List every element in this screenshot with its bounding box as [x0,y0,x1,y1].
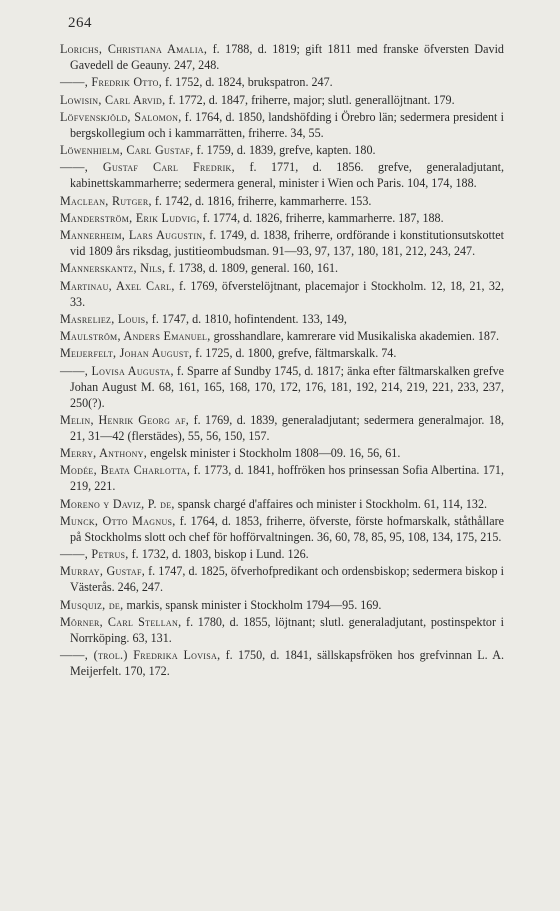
entry-name: Melin, Henrik Georg af, [60,412,190,427]
entry-text: f. 1750, d. 1841, sällskapsfröken hos grefvinnan L. A. Meijerfelt. 170, 172. [70,648,504,678]
index-entry [60,497,504,513]
entry-text: grosshandlare, kamrerare vid Musikaliska akademien. 187. [210,329,500,344]
entry-text: f. 1769, öfverstelöjtnant, placemajor i Stockholm. 12, 18, 21, 32, 33. [70,278,504,309]
index-entry [60,110,504,142]
entry-name: Maulström, Anders Emanuel, [60,329,211,344]
index-entry [60,547,504,563]
entry-text: f. 1738, d. 1809, general. 160, 161. [165,261,339,276]
entry-text: f. Sparre af Sundby 1745, d. 1817; änka efter fältmarskalken grefve Johan August M. 68, 161, 165, 168, 170, 172, 176, 181, 192, 214, 219, 221, 233, 237, 250(?). [70,363,505,410]
entry-name: Merry, Anthony, [60,446,148,460]
entry-text: f. 1759, d. 1839, grefve, kapten. 180. [193,143,376,157]
index-entry [60,463,504,495]
entry-name: Lowisin, Carl Arvid, [60,92,166,107]
entry-name: Martinau, Axel Carl, [60,278,175,293]
index-entry [60,329,504,345]
entry-name: ——, Petrus, [60,547,129,561]
entry-text: markis, spansk minister i Stockholm 1794—95. 169. [123,597,382,612]
entry-text: f. 1774, d. 1826, friherre, kammarherre. 187, 188. [199,210,444,225]
index-entry [60,615,504,647]
index-entry [60,648,504,680]
entry-name: Löwenhielm, Carl Gustaf, [60,143,194,157]
entry-text: f. 1772, d. 1847, friherre, major; slutl. generallöjtnant. 179. [165,92,455,107]
index-entries [60,42,504,681]
index-entry [60,194,504,210]
index-entry [60,279,504,311]
entry-name: Moreno y Daviz, P. de, [60,496,175,511]
index-entry [60,75,504,91]
entry-text: f. 1732, d. 1803, biskop i Lund. 126. [128,547,309,561]
index-entry [60,598,504,614]
entry-text: f. 1742, d. 1816, friherre, kammarherre. 153. [151,193,372,208]
entry-name: ——, (trol.) Fredrika Lovisa, [60,648,221,662]
entry-text: f. 1764, d. 1850, landshöfding i Örebro län; sedermera president i bergskollegium och i kammarrätten, friherre. 34, 55. [70,109,504,140]
entry-text: engelsk minister i Stockholm 1808—09. 16, 56, 61. [147,446,401,460]
entry-name: Mörner, Carl Stellan, [60,614,182,629]
index-entry [60,312,504,328]
entry-text: f. 1749, d. 1838, friherre, ordförande i konstitutionsutskottet vid 1809 års riksdag, justitieombudsman. 91—93, 97, 137, 180, 181, 212, 243, 247. [70,228,504,258]
entry-name: Meijerfelt, Johan August, [60,346,193,361]
index-entry [60,413,504,445]
entry-text: f. 1747, d. 1810, hofintendent. 133, 149, [148,311,347,326]
index-entry [60,514,504,546]
index-entry [60,346,504,362]
entry-name: Lorichs, Christiana Amalia, [60,42,208,56]
entry-name: ——, Fredrik Otto, [60,75,163,90]
index-entry [60,93,504,109]
entry-text: f. 1764, d. 1853, friherre, öfverste, förste hofmarskalk, ståthållare på Stockholms slott och chef för hofförvaltningen. 36, 60, 78, 85, 95, 108, 134, 175, 215. [70,513,504,544]
entry-name: Murray, Gustaf, [60,564,146,579]
page-number: 264 [68,15,92,31]
index-entry [60,564,504,596]
entry-text: f. 1788, d. 1819; gift 1811 med franske öfversten David Gavedell de Geauny. 247, 248. [70,42,504,72]
entry-name: Modée, Beata Charlotta, [60,463,191,478]
entry-name: ——, Gustaf Carl Fredrik, [60,160,235,175]
entry-name: Maclean, Rutger, [60,193,152,208]
entry-name: Mannerskantz, Nils, [60,261,166,276]
index-entry [60,160,504,192]
index-entry [60,143,504,159]
index-entry [60,42,504,74]
entry-text: f. 1773, d. 1841, hoffröken hos prinsessan Sofia Albertina. 171, 219, 221. [70,463,504,494]
entry-text: f. 1747, d. 1825, öfverhofpredikant och ordensbiskop; sedermera biskop i Västerås. 246, 247. [70,564,505,595]
entry-name: Manderström, Erik Ludvig, [60,210,200,225]
index-entry [60,364,504,412]
entry-name: Masreliez, Louis, [60,311,149,326]
entry-text: f. 1769, d. 1839, generaladjutant; sedermera generalmajor. 18, 21, 31—42 (flerstädes), 55, 56, 150, 157. [70,412,504,443]
index-entry [60,228,504,260]
entry-text: f. 1725, d. 1800, grefve, fältmarskalk. 74. [192,346,397,361]
index-entry [60,446,504,462]
index-entry [60,211,504,227]
entry-text: f. 1771, d. 1856. grefve, generaladjutant, kabinettskammarherre; sedermera general, minister i Wien och Paris. 104, 174, 188. [70,160,504,191]
entry-name: Löfvenskjöld, Salomon, [60,109,182,124]
entry-name: Musquiz, de, [60,597,124,612]
entry-name: ——, Lovisa Augusta, [60,363,174,378]
entry-text: spansk chargé d'affaires och minister i Stockholm. 61, 114, 132. [174,496,488,511]
index-entry [60,261,504,277]
entry-name: Mannerheim, Lars Augustin, [60,228,206,243]
entry-text: f. 1752, d. 1824, brukspatron. 247. [162,75,333,90]
entry-name: Munck, Otto Magnus, [60,513,176,528]
entry-text: f. 1780, d. 1855, löjtnant; slutl. generaladjutant, postinspektor i Norrköping. 63, 131. [70,614,505,645]
